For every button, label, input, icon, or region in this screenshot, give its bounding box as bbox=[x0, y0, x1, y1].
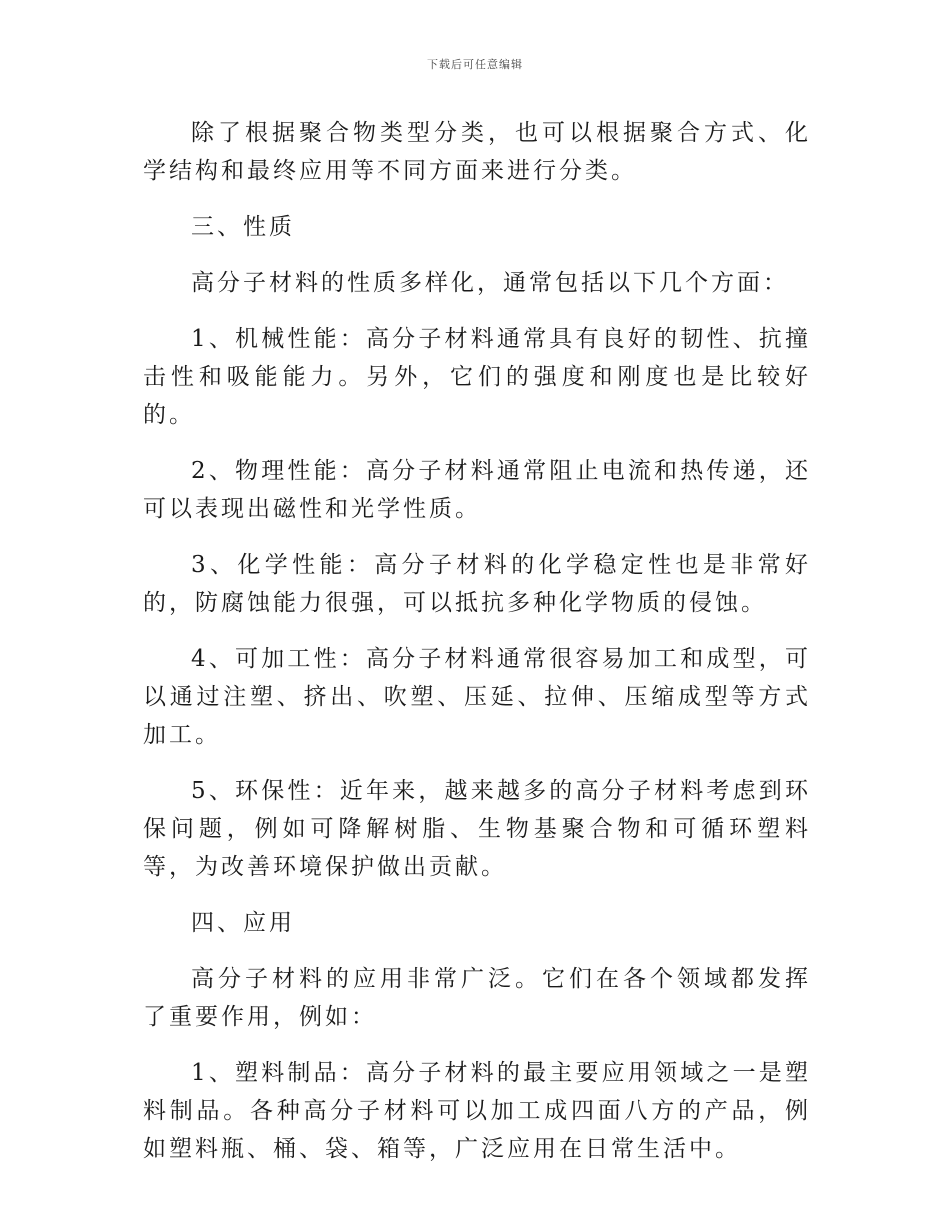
list-item-environmental: 5、环保性：近年来，越来越多的高分子材料考虑到环保问题，例如可降解树脂、生物基聚合物和可循环塑料等，为改善环境保护做出贡献。 bbox=[143, 778, 811, 880]
list-item-processability: 4、可加工性：高分子材料通常很容易加工和成型，可以通过注塑、挤出、吹塑、压延、拉伸、压缩成型等方式加工。 bbox=[143, 646, 811, 748]
list-item-chemical: 3、化学性能：高分子材料的化学稳定性也是非常好的，防腐蚀能力很强，可以抵抗多种化学物质的侵蚀。 bbox=[143, 552, 811, 616]
list-item-mechanical: 1、机械性能：高分子材料通常具有良好的韧性、抗撞击性和吸能能力。另外，它们的强度和刚度也是比较好的。 bbox=[143, 326, 811, 428]
section-heading-properties: 三、性质 bbox=[191, 214, 295, 240]
paragraph-classification: 除了根据聚合物类型分类，也可以根据聚合方式、化学结构和最终应用等不同方面来进行分类。 bbox=[143, 120, 811, 184]
document-body bbox=[143, 114, 811, 1186]
page-header-note: 下载后可任意编辑 bbox=[427, 58, 523, 71]
list-item-plastic-products: 1、塑料制品：高分子材料的最主要应用领域之一是塑料制品。各种高分子材料可以加工成四面八方的产品，例如塑料瓶、桶、袋、箱等，广泛应用在日常生活中。 bbox=[143, 1060, 811, 1162]
list-item-physical: 2、物理性能：高分子材料通常阻止电流和热传递，还可以表现出磁性和光学性质。 bbox=[143, 458, 811, 522]
paragraph-properties-intro: 高分子材料的性质多样化，通常包括以下几个方面： bbox=[191, 270, 789, 296]
paragraph-applications-intro: 高分子材料的应用非常广泛。它们在各个领域都发挥了重要作用，例如： bbox=[143, 966, 811, 1030]
section-heading-applications: 四、应用 bbox=[191, 910, 295, 936]
